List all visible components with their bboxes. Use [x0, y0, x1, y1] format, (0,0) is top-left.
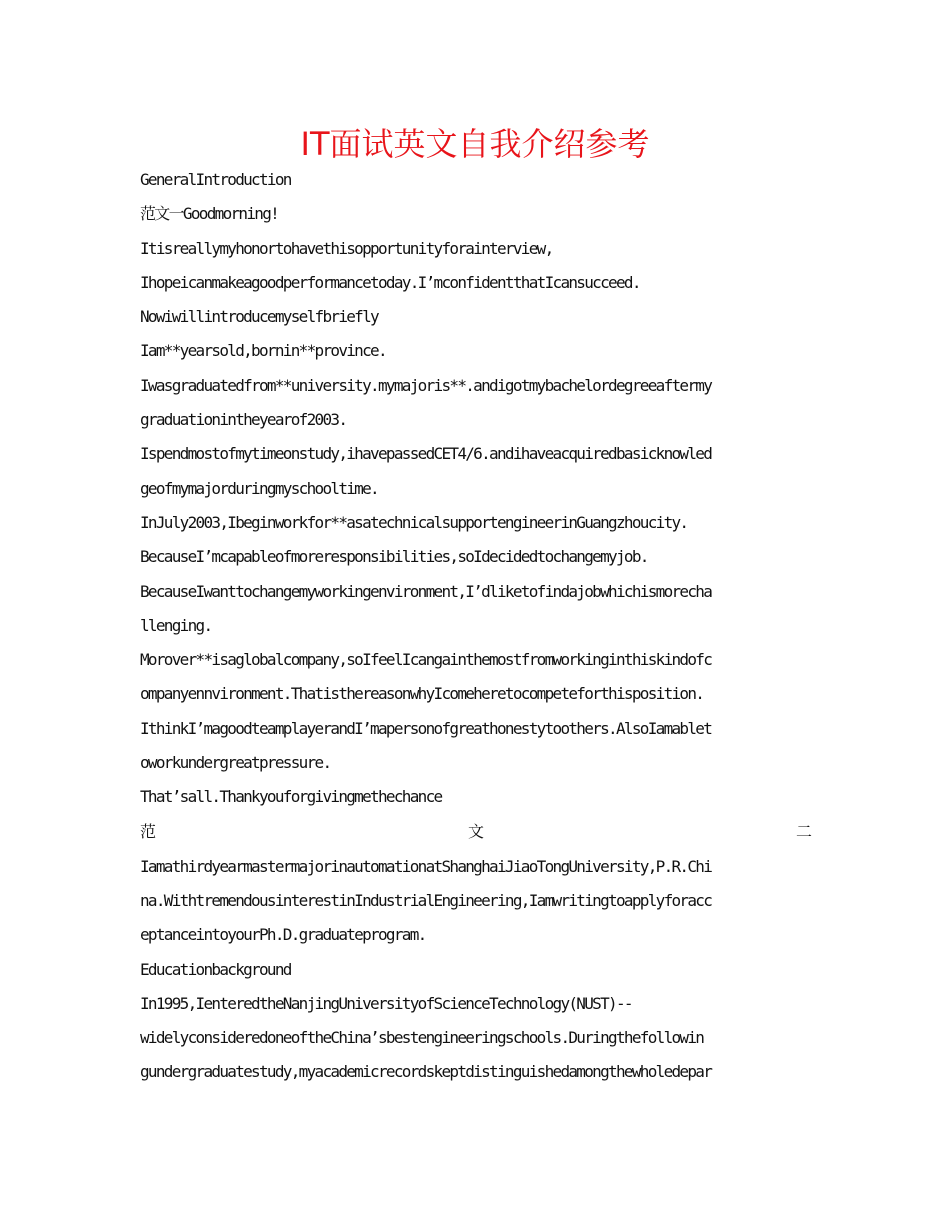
section-two — [140, 853, 812, 1093]
heading-char-3: 二 — [795, 821, 812, 841]
text-line: Iam**yearsold,bornin**province. — [140, 341, 386, 361]
document-title: IT面试英文自我介绍参考 — [300, 125, 650, 163]
text-line: IthinkI’magoodteamplayerandI’mapersonofgreathonestytoothers.AlsoIamablet — [140, 718, 712, 738]
text-line: Itisreallymyhonortohavethisopportunityforainterview, — [140, 238, 553, 258]
text-line: eptanceintoyourPh.D.graduateprogram. — [140, 925, 426, 945]
text-line: ompanyennvironment.ThatisthereasonwhyIcomeheretocompeteforthisposition. — [140, 684, 704, 704]
text-line: gundergraduatestudy,myacademicrecordskeptdistinguishedamongthewholedepar — [140, 1062, 712, 1082]
text-line: na.WithtremendousinterestinIndustrialEngineering,Iamwritingtoapplyforacc — [140, 890, 712, 910]
text-line: graduationintheyearof2003. — [140, 410, 347, 430]
text-line: Ihopeicanmakeagoodperformancetoday.I’mconfidentthatIcansucceed. — [140, 272, 640, 292]
text-line: That’sall.Thankyouforgivingmethechance — [140, 787, 442, 807]
text-line: geofmymajorduringmyschooltime. — [140, 478, 378, 498]
section-one — [140, 166, 812, 818]
document-body — [140, 166, 812, 1093]
text-line: BecauseIwanttochangemyworkingenvironment,I’dliketofindajobwhichismorecha — [140, 581, 712, 601]
text-line: 范文一Goodmorning! — [140, 204, 279, 224]
text-line: Educationbackground — [140, 959, 291, 979]
text-line: Iwasgraduatedfrom**university.mymajoris**.andigotmybachelordegreeaftermy — [140, 375, 712, 395]
heading-char-2: 文 — [467, 821, 484, 841]
text-line: BecauseI’mcapableofmoreresponsibilities,soIdecidedtochangemyjob. — [140, 547, 648, 567]
text-line: InJuly2003,Ibeginworkfor**asatechnicalsupportengineerinGuangzhoucity. — [140, 512, 688, 532]
text-line: oworkundergreatpressure. — [140, 753, 331, 773]
text-line: llenging. — [140, 615, 212, 635]
heading-char-1: 范 — [140, 821, 157, 841]
text-line: In1995,IenteredtheNanjingUniversityofScienceTechnology(NUST)-- — [140, 993, 632, 1013]
text-line: IamathirdyearmastermajorinautomationatShanghaiJiaoTongUniversity,P.R.Chi — [140, 856, 712, 876]
text-line: GeneralIntroduction — [140, 170, 291, 189]
section-two-heading — [140, 818, 812, 853]
text-line: Nowiwillintroducemyselfbriefly — [140, 307, 378, 327]
text-line: Ispendmostofmytimeonstudy,ihavepassedCET4/6.andihaveacquiredbasicknowled — [140, 444, 712, 464]
text-line: widelyconsideredoneoftheChina’sbestengineeringschools.Duringthefollowin — [140, 1028, 704, 1048]
text-line: Morover**isaglobalcompany,soIfeelIcangainthemostfromworkinginthiskindofc — [140, 650, 712, 670]
